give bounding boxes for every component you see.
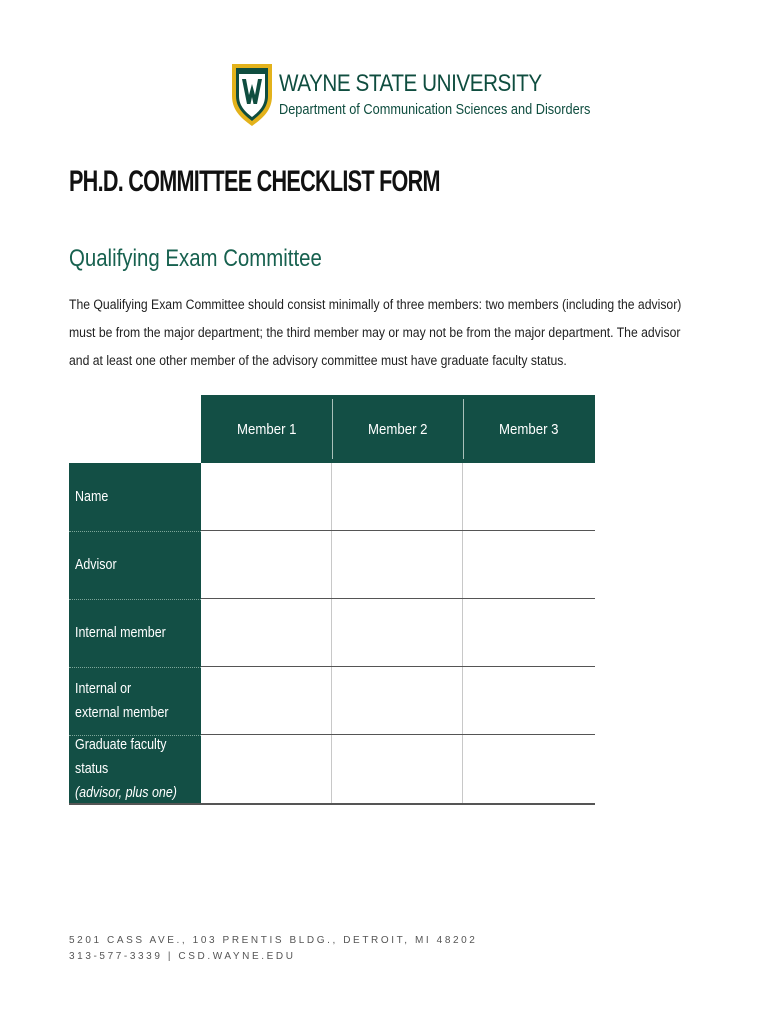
cell-internal-member-3[interactable] <box>463 599 594 667</box>
column-header-member-1: Member 1 <box>236 420 297 438</box>
row-label-advisor: Advisor <box>75 557 117 573</box>
row-label-column <box>69 463 201 805</box>
cell-graduate-faculty-member-2[interactable] <box>332 735 463 803</box>
university-name: WAYNE STATE UNIVERSITY <box>279 70 542 97</box>
cell-internal-member-2[interactable] <box>332 599 463 667</box>
cell-advisor-member-3[interactable] <box>463 531 594 599</box>
department-name: Department of Communication Sciences and Disorders <box>279 102 591 118</box>
row-divider <box>201 598 595 599</box>
table-bottom-border <box>69 803 595 805</box>
row-label-internal-member: Internal member <box>75 625 166 641</box>
row-label-graduate-faculty-status: Graduate faculty status (advisor, plus one) <box>75 737 177 801</box>
form-title: PH.D. COMMITTEE CHECKLIST FORM <box>69 165 440 198</box>
cell-internal-member-1[interactable] <box>201 599 332 667</box>
university-logo <box>229 62 591 130</box>
cell-name-member-3[interactable] <box>463 463 594 531</box>
cell-graduate-faculty-member-3[interactable] <box>463 735 594 803</box>
cell-name-member-2[interactable] <box>332 463 463 531</box>
row-divider <box>201 666 595 667</box>
section-heading: Qualifying Exam Committee <box>69 245 322 272</box>
column-header-member-3: Member 3 <box>498 420 559 438</box>
column-header-member-2: Member 2 <box>367 420 428 438</box>
footer-address: 5201 CASS AVE., 103 PRENTIS BLDG., DETROIT, MI 48202 <box>69 935 478 946</box>
footer-contact: 313-577-3339 | CSD.WAYNE.EDU <box>69 951 296 962</box>
cell-advisor-member-1[interactable] <box>201 531 332 599</box>
cell-name-member-1[interactable] <box>201 463 332 531</box>
row-label-name: Name <box>75 489 109 505</box>
cell-advisor-member-2[interactable] <box>332 531 463 599</box>
table-header-row <box>201 395 595 463</box>
cell-internal-external-member-2[interactable] <box>332 667 463 735</box>
cell-internal-external-member-3[interactable] <box>463 667 594 735</box>
row-label-internal-or-external: Internal or external member <box>75 681 169 721</box>
wsu-shield-icon <box>229 62 275 128</box>
row-divider <box>201 734 595 735</box>
cell-internal-external-member-1[interactable] <box>201 667 332 735</box>
footer <box>69 933 477 965</box>
committee-table <box>69 395 595 805</box>
column-divider <box>331 463 332 804</box>
column-divider <box>462 463 463 804</box>
cell-graduate-faculty-member-1[interactable] <box>201 735 332 803</box>
row-label-note: (advisor, plus one) <box>75 785 177 801</box>
row-divider <box>201 530 595 531</box>
intro-paragraph: The Qualifying Exam Committee should consist minimally of three members: two members (including the advisor) must be from the major department; the third member may or may not be from the major department. The advisor and at least one other member of the advisory committee must have graduate faculty status. <box>69 297 682 369</box>
